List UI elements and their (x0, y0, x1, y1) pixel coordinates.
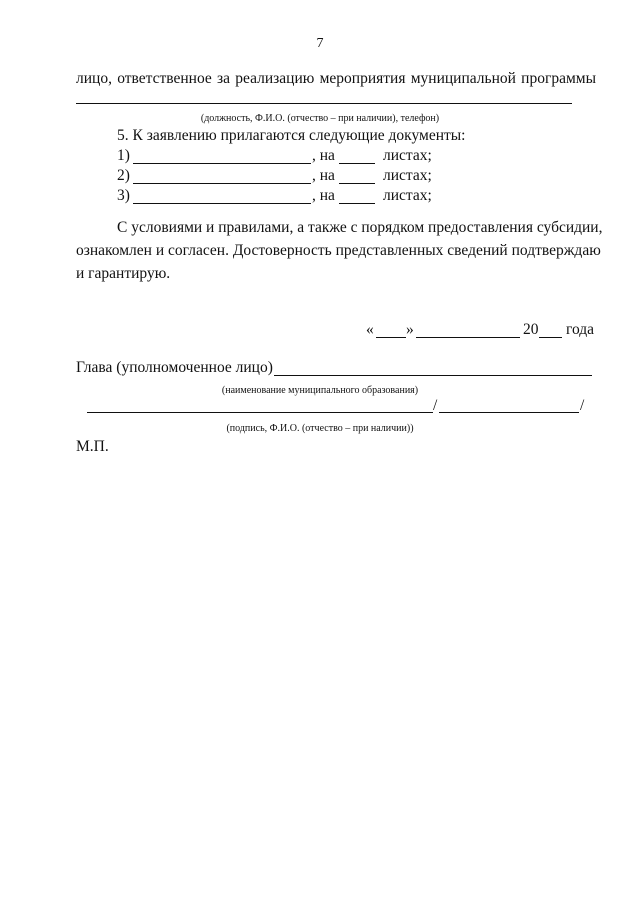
document-item-number: 3) (117, 187, 130, 204)
responsible-person-field[interactable] (76, 103, 572, 104)
document-item-tail: листах; (383, 167, 432, 184)
date-year-field[interactable] (539, 337, 562, 338)
document-pages-field[interactable] (339, 203, 375, 204)
documents-heading: 5. К заявлению прилагаются следующие документы: (117, 127, 466, 144)
document-name-field[interactable] (133, 183, 311, 184)
date-month-field[interactable] (416, 337, 520, 338)
document-item-tail: листах; (383, 147, 432, 164)
signature-caption: (подпись, Ф.И.О. (отчество – при наличии)) (226, 423, 414, 434)
responsible-person-caption: (должность, Ф.И.О. (отчество – при наличии), телефон) (200, 113, 440, 124)
signature-slash: / (580, 397, 585, 414)
date-open-quote: « (366, 321, 374, 338)
document-item-mid: , на (312, 147, 335, 164)
date-year-suffix: года (566, 321, 595, 338)
document-pages-field[interactable] (339, 183, 375, 184)
document-item-mid: , на (312, 187, 335, 204)
document-pages-field[interactable] (339, 163, 375, 164)
document-item-tail: листах; (383, 187, 432, 204)
responsible-person-text: лицо, ответственное за реализацию мероприятия муниципальной программы (76, 70, 596, 87)
agreement-text-line: С условиями и правилами, а также с порядком предоставления субсидии, (117, 219, 603, 236)
signature-field[interactable] (87, 412, 433, 413)
date-year-prefix: 20 (523, 321, 539, 338)
date-close-quote: » (406, 321, 414, 338)
page-number: 7 (316, 36, 324, 51)
date-day-field[interactable] (376, 337, 406, 338)
document-name-field[interactable] (133, 203, 311, 204)
municipality-field[interactable] (274, 375, 592, 376)
document-item-mid: , на (312, 167, 335, 184)
stamp-place: М.П. (76, 438, 109, 455)
municipality-caption: (наименование муниципального образования) (221, 385, 419, 396)
agreement-text-line: и гарантирую. (76, 265, 171, 282)
signatory-name-field[interactable] (439, 412, 579, 413)
document-item-number: 1) (117, 147, 130, 164)
document-item-number: 2) (117, 167, 130, 184)
head-label: Глава (уполномоченное лицо) (76, 359, 273, 376)
document-name-field[interactable] (133, 163, 311, 164)
signature-slash: / (433, 397, 438, 414)
agreement-text-line: ознакомлен и согласен. Достоверность представленных сведений подтверждаю (76, 242, 601, 259)
